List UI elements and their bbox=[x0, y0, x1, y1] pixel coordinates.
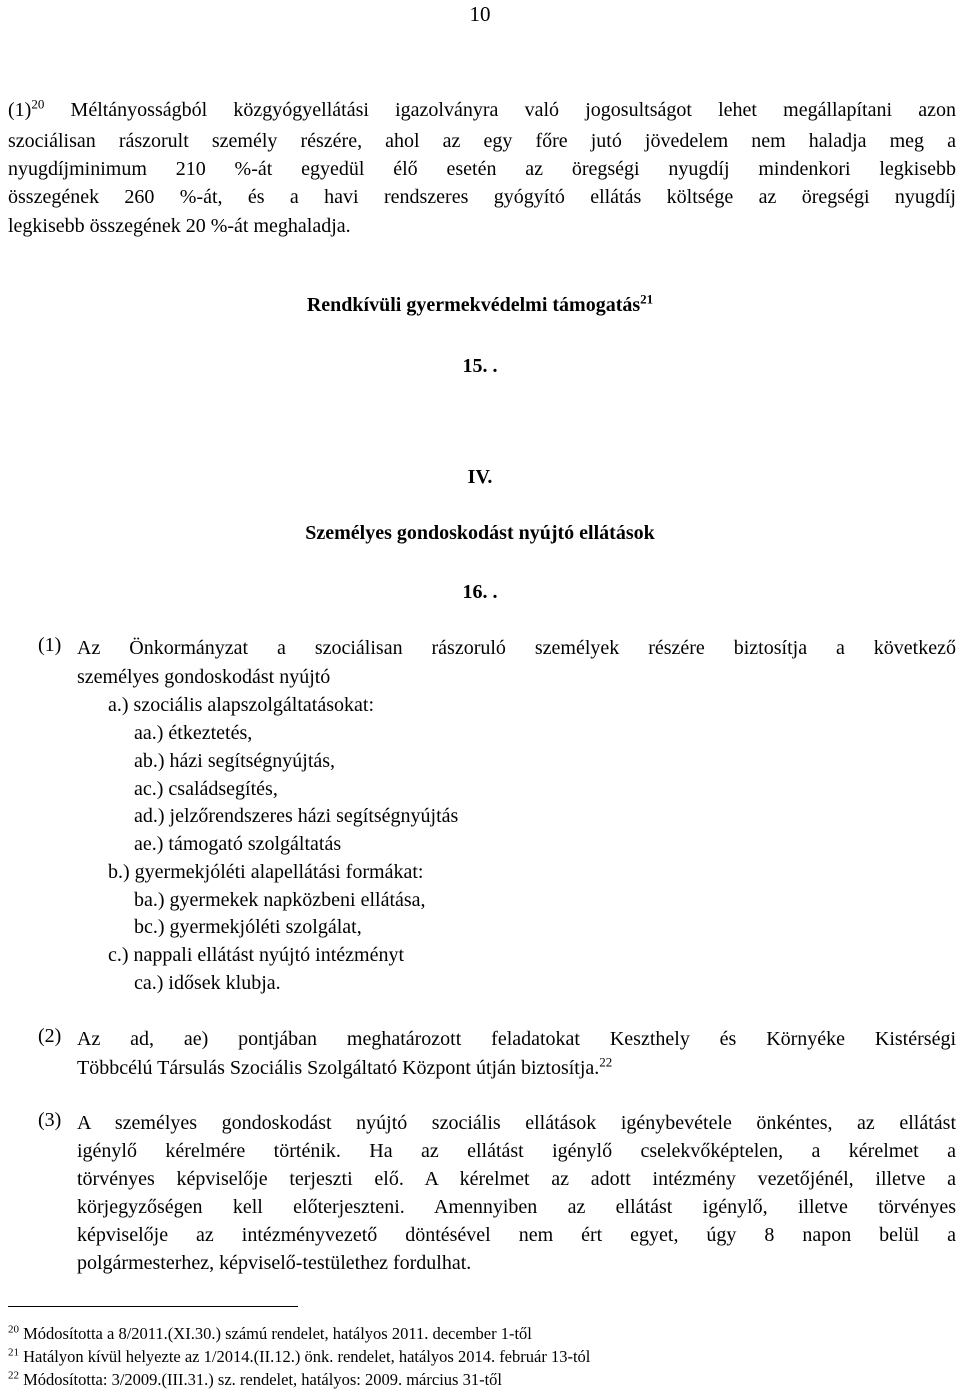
intro-line-1-text: Méltányosságból közgyógyellátási igazolványra való jogosultságot lehet megállapítani azon bbox=[44, 99, 956, 121]
footnote-22-num: 22 bbox=[8, 1369, 19, 1382]
heading-rendkivuli-text: Rendkívüli gyermekvédelmi támogatás bbox=[306, 294, 641, 316]
intro-line-4: összegének 260 %-át, és a havi rendszeres gyógyító ellátás költsége az öregségi nyugdíj bbox=[8, 186, 956, 208]
para2-line-2 bbox=[77, 1054, 612, 1083]
footnote-ref-21: 21 bbox=[640, 291, 654, 307]
heading-rendkivuli bbox=[0, 291, 960, 317]
list-item-ca: ca.) idősek klubja. bbox=[134, 972, 281, 994]
list-item-b: b.) gyermekjóléti alapellátási formákat: bbox=[108, 861, 424, 883]
list-item-ac: ac.) családsegítés, bbox=[134, 778, 278, 800]
para2-line-1: Az ad, ae) pontjában meghatározott feladatokat Keszthely és Környéke Kistérségi bbox=[77, 1028, 956, 1050]
para3-line-5: képviselője az intézményvezető döntésével nem ért egyet, úgy 8 napon belül a bbox=[77, 1224, 956, 1246]
footnote-21 bbox=[8, 1345, 590, 1369]
section-15: 15. . bbox=[462, 355, 498, 377]
footnote-20 bbox=[8, 1322, 532, 1346]
footnote-separator bbox=[8, 1306, 298, 1307]
para1-line-2: személyes gondoskodást nyújtó bbox=[77, 666, 331, 688]
para3-num: (3) bbox=[38, 1109, 62, 1131]
intro-num: (1) bbox=[8, 99, 32, 121]
footnote-21-text: Hatályon kívül helyezte az 1/2014.(II.12.) önk. rendelet, hatályos 2014. február 13-tól bbox=[19, 1347, 591, 1366]
para3-line-2: igénylő kérelmére történik. Ha az ellátást igénylő cselekvőképtelen, a kérelmet a bbox=[77, 1140, 956, 1162]
para3-line-3: törvényes képviselője terjeszti elő. A kérelmet az adott intézmény vezetőjénél, illetve a bbox=[77, 1168, 956, 1190]
heading-szemelyes: Személyes gondoskodást nyújtó ellátások bbox=[305, 522, 655, 544]
footnote-20-text: Módosította a 8/2011.(XI.30.) számú rendelet, hatályos 2011. december 1-től bbox=[19, 1324, 532, 1343]
para2-num: (2) bbox=[38, 1025, 62, 1047]
footnote-ref-22: 22 bbox=[599, 1054, 613, 1070]
page-number: 10 bbox=[469, 2, 491, 26]
para2-line-2-text: Többcélú Társulás Szociális Szolgáltató Központ útján biztosítja. bbox=[77, 1057, 600, 1079]
list-item-ae: ae.) támogató szolgáltatás bbox=[134, 833, 342, 855]
para3-line-4: körjegyzőségen kell előterjeszteni. Amennyiben az ellátást igénylő, illetve törvényes bbox=[77, 1196, 956, 1218]
list-item-c: c.) nappali ellátást nyújtó intézményt bbox=[108, 944, 405, 966]
para1-line-1: Az Önkormányzat a szociálisan rászoruló személyek részére biztosítja a következő bbox=[77, 637, 956, 659]
footnote-ref-20: 20 bbox=[31, 96, 45, 112]
intro-line-2: szociálisan rászorult személy részére, ahol az egy főre jutó jövedelem nem haladja meg a bbox=[8, 130, 956, 152]
footnote-20-num: 20 bbox=[8, 1323, 19, 1336]
intro-line-1 bbox=[8, 96, 956, 125]
intro-line-3: nyugdíjminimum 210 %-át egyedül élő esetén az öregségi nyugdíj mindenkori legkisebb bbox=[8, 158, 956, 180]
para1-num: (1) bbox=[38, 634, 62, 656]
chapter-iv: IV. bbox=[467, 466, 493, 488]
list-item-ad: ad.) jelzőrendszeres házi segítségnyújtás bbox=[134, 805, 459, 827]
list-item-ba: ba.) gyermekek napközbeni ellátása, bbox=[134, 889, 426, 911]
footnote-21-num: 21 bbox=[8, 1346, 19, 1359]
section-16: 16. . bbox=[462, 581, 498, 603]
intro-line-5: legkisebb összegének 20 %-át meghaladja. bbox=[8, 215, 351, 237]
list-item-aa: aa.) étkeztetés, bbox=[134, 722, 253, 744]
footnote-22 bbox=[8, 1368, 502, 1392]
para3-line-6: polgármesterhez, képviselő-testülethez fordulhat. bbox=[77, 1252, 472, 1274]
footnote-22-text: Módosította: 3/2009.(III.31.) sz. rendelet, hatályos: 2009. március 31-től bbox=[19, 1370, 502, 1389]
list-item-a: a.) szociális alapszolgáltatásokat: bbox=[108, 694, 375, 716]
list-item-bc: bc.) gyermekjóléti szolgálat, bbox=[134, 916, 362, 938]
para3-line-1: A személyes gondoskodást nyújtó szociális ellátások igénybevétele önkéntes, az ellátást bbox=[77, 1112, 956, 1134]
list-item-ab: ab.) házi segítségnyújtás, bbox=[134, 750, 336, 772]
